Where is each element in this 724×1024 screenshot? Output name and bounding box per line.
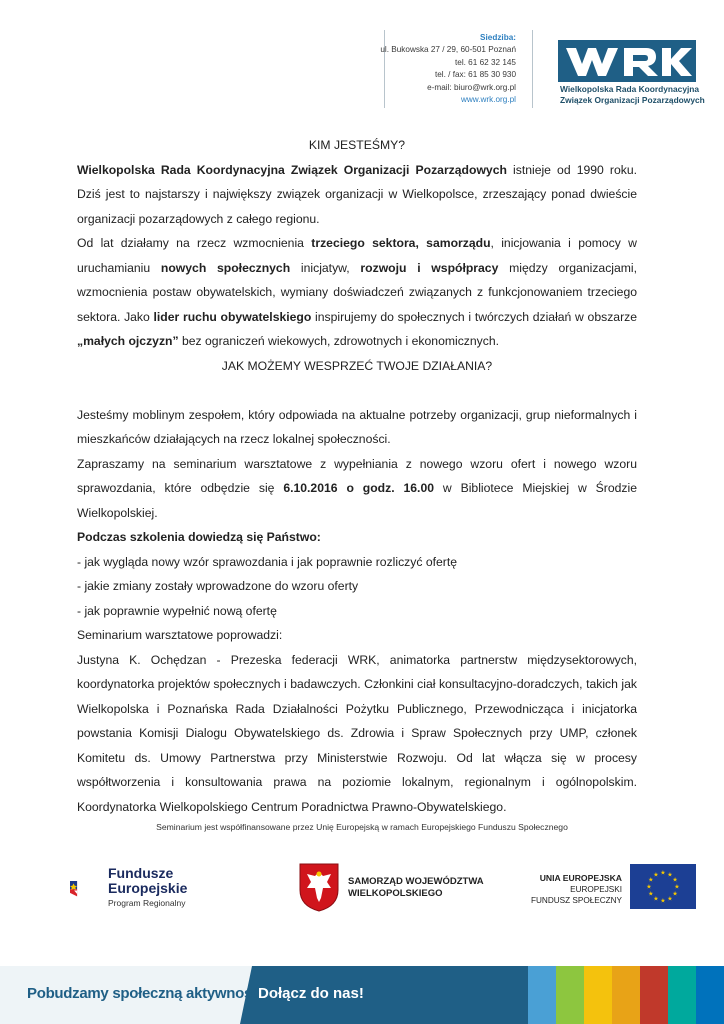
wielkopolska-crest-icon: [298, 862, 340, 912]
footer-stripe: [612, 966, 640, 1024]
eu-star-icon: ★: [648, 877, 654, 884]
eu-star-icon: ★: [660, 870, 666, 877]
eu-star-icon: ★: [648, 891, 654, 898]
text-run: Od lat działamy na rzecz wzmocnienia: [77, 236, 312, 250]
text-run: Zapraszamy na seminarium warsztatowe z wypełniania z nowego wzoru ofert i nowego wzoru sprawozdania, które odbędzie się: [77, 456, 637, 495]
text-run: , inicjowania i pomocy w uruchamianiu: [77, 236, 637, 275]
footer-stripe: [696, 966, 724, 1024]
eu-star-icon: ★: [667, 896, 673, 903]
bold-run: lider ruchu obywatelskiego: [153, 309, 312, 324]
section-heading-who-we-are: KIM JESTEŚMY?: [308, 138, 406, 152]
eu-flag-icon: [630, 864, 696, 909]
footer-stripe: [556, 966, 584, 1024]
logo-caption-line-2: Związek Organizacji Pozarządowych: [560, 95, 705, 105]
text-run: bez ograniczeń wiekowych, zdrowotnych i ekonomicznych.: [178, 334, 500, 348]
bold-run: rozwoju i współpracy: [360, 260, 499, 275]
list-item: - jak poprawnie wypełnić nową ofertę: [77, 603, 277, 618]
footer-stripe: [668, 966, 696, 1024]
paragraph-invitation: [77, 452, 637, 526]
document-body: [77, 133, 637, 819]
section-heading-support: JAK MOŻEMY WESPRZEĆ TWOJE DZIAŁANIA?: [221, 358, 493, 373]
bold-run: nowych społecznych: [160, 260, 291, 275]
list-item: - jak wygląda nowy wzór sprawozdania i jak poprawnie rozliczyć ofertę: [77, 554, 458, 569]
fe-line-2: Europejskie: [108, 880, 188, 896]
wrk-logo: [558, 40, 696, 82]
website-link[interactable]: www.wrk.org.pl: [460, 95, 516, 105]
bold-run: trzeciego sektora, samorządu: [311, 236, 491, 250]
address-line: tel. 61 62 32 145: [454, 57, 516, 67]
footer-stripe: [584, 966, 612, 1024]
bold-run: „małych ojczyzn”: [77, 334, 179, 348]
join-us-button[interactable]: Dołącz do nas!: [258, 985, 364, 1002]
list-heading: [77, 525, 637, 550]
footer-stripe: [528, 966, 556, 1024]
samorzad-text: [348, 876, 484, 900]
list-heading-text: Podczas szkolenia dowiedzą się Państwo:: [77, 530, 321, 544]
org-name: Wielkopolska Rada Koordynacyjna Związek Organizacji Pozarządowych: [77, 162, 507, 177]
address-line: ul. Bukowska 27 / 29, 60-501 Poznań: [380, 45, 516, 55]
eu-star-icon: ★: [653, 872, 659, 879]
logo-caption: [560, 84, 720, 106]
list-item: - jakie zmiany zostały wprowadzone do wzoru oferty: [77, 579, 359, 593]
eu-star-icon: ★: [660, 898, 666, 905]
eu-star-icon: ★: [672, 877, 678, 884]
paragraph-team: Jesteśmy moblinym zespołem, który odpowiada na aktualne potrzeby organizacji, grup nieformalnych i mieszkańców działających na rzecz lokalnej społeczności.: [77, 407, 637, 446]
spacer: [77, 378, 637, 403]
presenter-intro: Seminarium warsztatowe poprowadzi:: [77, 628, 283, 642]
text-run: inicjatyw,: [290, 260, 361, 275]
text-run: istnieje od 1990 roku. Dziś jest to najstarszy i największy związek organizacji w Wielkopolsce, zrzeszający ponad dwieście organizacji pozarządowych z całego regionu.: [77, 162, 637, 226]
fe-line-1: Fundusze: [108, 865, 174, 881]
footer-stripe: [640, 966, 668, 1024]
ue-line-1: UNIA EUROPEJSKA: [539, 873, 622, 883]
eu-star-icon: ★: [646, 884, 652, 891]
presenter-bio: Justyna K. Ochędzan - Prezeska federacji WRK, animatorka partnerstw międzysektorowych, koordynatorka projektów społecznych i badawczych. Członkini ciał konsultacyjno-doradczych, takich jak Wielkopolska i Poznańska Rada Działalności Pożytku Publicznego, Przewodnicząca i inicjatorka powstania Komisji Dialogu Obywatelskiego ds. Zdrowia i Spraw Społecznych przy UMP, członek Komitetu ds. Umowy Partnerstwa przy Ministerstwie Rozwoju. Od lat włącza się w procesy współtworzenia i konsultowania prawa na poziomie lokalnym, regionalnym i ogólnopolskim. Koordynatorka Wielkopolskiego Centrum Poradnictwa Prawno-Obywatelskiego.: [77, 652, 637, 814]
fundusze-europejskie-text: [108, 866, 187, 910]
cofinancing-note: Seminarium jest współfinansowane przez Unię Europejską w ramach Europejskiego Funduszu Społecznego: [156, 822, 568, 832]
footer-stripe: [500, 966, 528, 1024]
sam-line-1: SAMORZĄD WOJEWÓDZTWA: [348, 876, 484, 887]
text-run: między organizacjami, wzmocnienia postaw obywatelskich, wymiany doświadczeń związanych z funkcjonowaniem trzeciego sektora. Jako: [77, 260, 638, 324]
event-datetime: 6.10.2016 o godz. 16.00: [283, 481, 434, 495]
paragraph-intro: [77, 158, 637, 232]
ue-line-3: FUNDUSZ SPOŁECZNY: [531, 896, 622, 905]
logo-caption-line-1: Wielkopolska Rada Koordynacyjna: [560, 84, 700, 94]
text-run: w Bibliotece Miejskiej w Środzie Wielkopolskiej.: [77, 481, 637, 520]
paragraph-activities: [77, 231, 637, 354]
footer-slogan: Pobudzamy społeczną aktywność.: [27, 985, 264, 1002]
fundusze-europejskie-logo: [70, 860, 110, 918]
ue-line-2: EUROPEJSKI: [570, 885, 622, 894]
eu-star-icon: ★: [674, 884, 680, 891]
address-line: tel. / fax: 61 85 30 930: [434, 70, 516, 80]
header-address: [380, 32, 516, 106]
eu-star-icon: ★: [672, 891, 678, 898]
header-divider-right: [532, 30, 533, 108]
address-label: Siedziba:: [480, 33, 516, 42]
sam-line-2: WIELKOPOLSKIEGO: [348, 888, 443, 899]
eu-star-icon: ★: [667, 872, 673, 879]
eu-star-icon: ★: [653, 896, 659, 903]
ue-text: [520, 872, 622, 906]
fe-line-3: Program Regionalny: [108, 898, 186, 908]
address-line: e-mail: biuro@wrk.org.pl: [427, 82, 516, 92]
text-run: inspirujemy do społecznych i twórczych działań w obszarze: [311, 309, 638, 324]
